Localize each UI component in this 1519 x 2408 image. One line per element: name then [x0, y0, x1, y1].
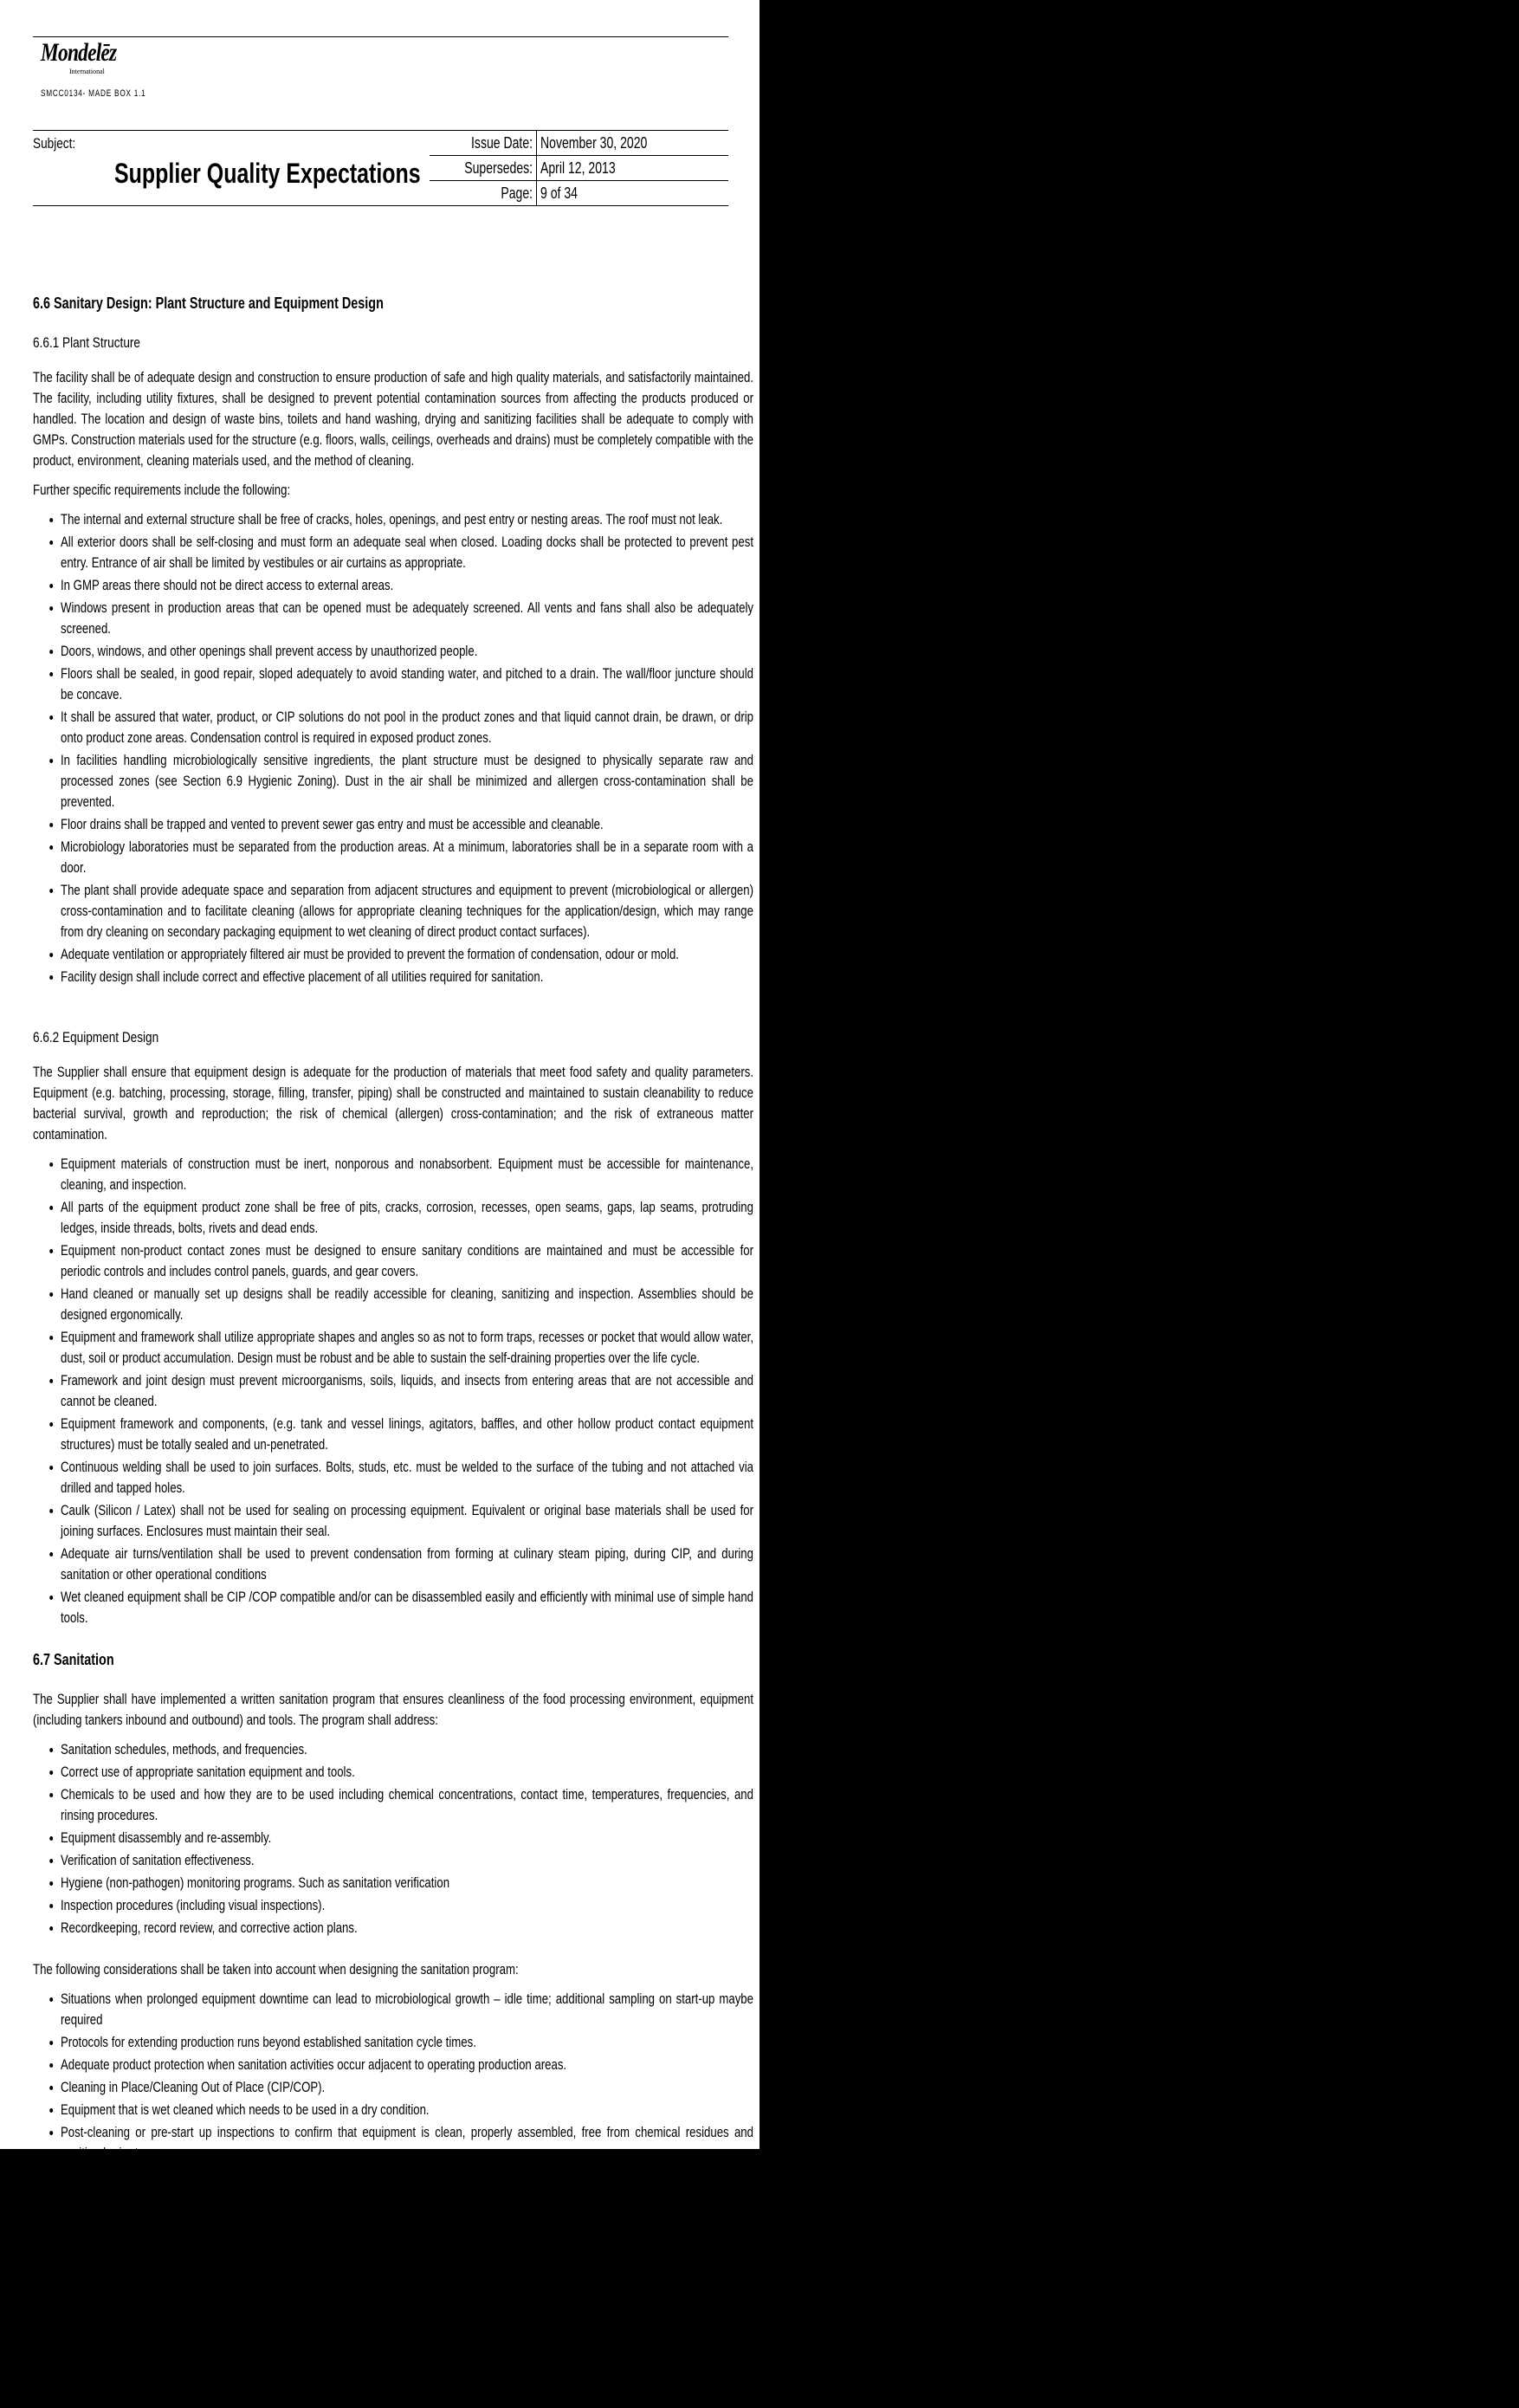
- document-number: SMCC0134- MADE BOX 1.1: [41, 88, 146, 99]
- document-body: [33, 293, 753, 2408]
- list-item: • Recordkeeping, record review, and corrective action plans.: [61, 1918, 753, 1939]
- list-item: • Wet cleaned equipment shall be CIP /COP compatible and/or can be disassembled easily and efficiently with minimal use of simple hand tools.: [61, 1587, 753, 1628]
- list-item: • Periodic cleaning of overhead structures, including scheduled frequencies and documentation.: [61, 2165, 753, 2186]
- list-item: • Hand cleaned or manually set up designs shall be readily accessible for cleaning, sanitizing and inspection. Assemblies should be designed ergonomically.: [61, 1284, 753, 1325]
- list-item: • Equipment non-product contact zones must be designed to ensure sanitary conditions are maintained and must be accessible for periodic controls and includes control panels, guards, and gear covers.: [61, 1240, 753, 1282]
- issue-date-label: Issue Date:: [470, 133, 533, 152]
- paragraph: The facility shall be of adequate design and construction to ensure production of safe and high quality materials, and satisfactorily maintained. The facility, including utility fixtures, shall be designed to prevent potential contamination sources from affecting the products produced or handled. The location and design of waste bins, toilets and hand washing, drying and sanitizing facilities shall be adequate to comply with GMPs. Construction materials used for the structure (e.g. floors, walls, ceilings, overheads and drains) must be completely compatible with the product, environment, cleaning materials used, and the method of cleaning.: [33, 370, 753, 469]
- company-logo: Mondelēz: [41, 38, 117, 67]
- page-label: Page:: [501, 184, 533, 202]
- list-item: • Situations when prolonged equipment downtime can lead to microbiological growth – idle time; additional sampling on start-up maybe required: [61, 1989, 753, 2030]
- list-item: • Sanitation schedules, methods, and frequencies.: [61, 1739, 753, 1760]
- paragraph: Proper tools and materials must be used to prevent extraneous matter, microbiological and/or chemical contamination of the product. Items that are known to be potential sources of contamination must be prohibited. Brushes and utensils for cleaning food contact surfaces shall be clearly identified (e.g., labeled and/or color coded) and stored separately from non-food contact tools. Floor drain cleaning brushes and equipment shall be clearly identified as such and maintained separately from other cleaning: [33, 2319, 753, 2397]
- list-item: • Verification of sanitation effectiveness.: [61, 1850, 753, 1871]
- section-heading-6-7: 6.7 Sanitation: [33, 1651, 114, 1668]
- section-heading-6-6-2: 6.6.2 Equipment Design: [33, 1029, 159, 1045]
- list-item: • Inspection procedures (including visual inspections).: [61, 1895, 753, 1916]
- supersedes-value: April 12, 2013: [540, 159, 616, 177]
- list-item: • Equipment that is wet cleaned which needs to be used in a dry condition.: [61, 2100, 753, 2120]
- list-item: • In GMP areas there should not be direct access to external areas.: [61, 575, 753, 596]
- list-item: • Adequate product protection when sanitation activities occur adjacent to operating production areas.: [61, 2055, 753, 2075]
- meta-row-page: [430, 181, 728, 206]
- list-item: • Adequate air turns/ventilation shall be used to prevent condensation from forming at culinary steam piping, during CIP, and during sanitation or other operational conditions: [61, 1544, 753, 1585]
- list-item: • The plant shall provide adequate space and separation from adjacent structures and equipment to prevent (microbiological or allergen) cross-contamination and to facilitate cleaning (allows for appropriate cleaning techniques for the application/design, which may range from dry cleaning on secondary packaging equipment to wet cleaning of direct product contact surfaces).: [61, 880, 753, 942]
- meta-row-supersedes: [430, 156, 728, 181]
- list-item: • All parts of the equipment product zone shall be free of pits, cracks, corrosion, recesses, open seams, gaps, lap seams, protruding ledges, inside threads, bolts, rivets and dead ends.: [61, 1197, 753, 1239]
- paragraph: The Supplier shall ensure that equipment design is adequate for the production of materials that meet food safety and quality parameters. Equipment (e.g. batching, processing, storage, filling, transfer, piping) shall be constructed and maintained to sustain cleanability to reduce bacterial survival, growth and reproduction; the risk of chemical (allergen) cross-contamination; and the risk of extraneous matter contamination.: [33, 1065, 753, 1143]
- paragraph: Further specific requirements include the following:: [33, 482, 291, 498]
- list-item: • It shall be assured that water, product, or CIP solutions do not pool in the product zones and that liquid cannot drain, be drawn, or drip onto product zone areas. Condensation control is required in exposed product zones.: [61, 707, 753, 748]
- list-item: • Doors, windows, and other openings shall prevent access by unauthorized people.: [61, 641, 753, 662]
- list-item: • Framework and joint design must prevent microorganisms, soils, liquids, and insects from entering areas that are not accessible and cannot be cleaned.: [61, 1370, 753, 1412]
- list-item: • Chemicals to be used and how they are to be used including chemical concentrations, contact time, temperatures, frequencies, and rinsing procedures.: [61, 1784, 753, 1826]
- list-item: • Cleaning in Place/Cleaning Out of Place (CIP/COP).: [61, 2077, 753, 2098]
- bullet-list-sanitation-considerations: [33, 1989, 753, 2295]
- list-item: • Equipment disassembly and re-assembly.: [61, 1828, 753, 1848]
- list-item: • Windows present in production areas that can be opened must be adequately screened. All vents and fans shall also be adequately screened.: [61, 598, 753, 639]
- page-value: 9 of 34: [540, 184, 578, 202]
- paragraph: The Supplier shall have implemented a written sanitation program that ensures cleanliness of the food processing environment, equipment (including tankers inbound and outbound) and tools. The program shall address:: [33, 1692, 753, 1728]
- document-title: Supplier Quality Expectations: [114, 158, 421, 189]
- list-item: • In facilities handling microbiologically sensitive ingredients, the plant structure must be designed to physically separate raw and processed zones (see Section 6.9 Hygienic Zoning). Dust in the air shall be minimized and allergen cross-contamination shall be prevented.: [61, 750, 753, 812]
- list-item: • Equipment and framework shall utilize appropriate shapes and angles so as not to form traps, recesses or pocket that would allow water, dust, soil or product accumulation. Design must be robust and be able to sustain the self-draining properties over the life cycle.: [61, 1327, 753, 1369]
- list-item: • Facility design shall include correct and effective placement of all utilities required for sanitation.: [61, 967, 753, 987]
- bullet-list-equipment-design: [33, 1154, 753, 1628]
- company-logo-subtitle: International: [69, 68, 105, 75]
- list-item: • Calibration of sanitation-related measurement devices (e.g., thermometers, gauges and meters).: [61, 2275, 753, 2295]
- header-bottom-rule: [33, 205, 728, 206]
- list-item: • Hygiene (non-pathogen) monitoring programs. Such as sanitation verification: [61, 1873, 753, 1893]
- list-item: • Floors shall be sealed, in good repair, sloped adequately to avoid standing water, and pitched to a drain. The wall/floor juncture should be concave.: [61, 663, 753, 705]
- list-item: • Continuous welding shall be used to join surfaces. Bolts, studs, etc. must be welded to the surface of the tubing and not attached via drilled and tapped holes.: [61, 1457, 753, 1499]
- list-item: • The internal and external structure shall be free of cracks, holes, openings, and pest entry or nesting areas. The roof must not leak.: [61, 509, 753, 530]
- bullet-list-plant-structure: [33, 509, 753, 987]
- list-item: • All exterior doors shall be self-closing and must form an adequate seal when closed. Loading docks shall be protected to prevent pest entry. Entrance of air shall be limited by vestibules or air curtains as appropriate.: [61, 532, 753, 573]
- section-heading-6-6-1: 6.6.1 Plant Structure: [33, 334, 140, 351]
- list-item: • Equipment materials of construction must be inert, nonporous and nonabsorbent. Equipment must be accessible for maintenance, cleaning, and inspection.: [61, 1154, 753, 1195]
- list-item: • Correct use of appropriate sanitation equipment and tools.: [61, 1762, 753, 1783]
- section-heading-6-6: 6.6 Sanitary Design: Plant Structure and Equipment Design: [33, 295, 384, 312]
- list-item: • Microbiology laboratories must be separated from the production areas. At a minimum, laboratories shall be in a separate room with a door.: [61, 837, 753, 878]
- list-item: • Protocols for extending production runs beyond established sanitation cycle times.: [61, 2032, 753, 2053]
- paragraph: The following considerations shall be taken into account when designing the sanitation program:: [33, 1962, 519, 1978]
- list-item: • Post-cleaning or pre-start up inspections to confirm that equipment is clean, properly assembled, free from chemical residues and sanitized prior to use.: [61, 2122, 753, 2164]
- supersedes-label: Supersedes:: [464, 159, 533, 177]
- bullet-list-sanitation-program: [33, 1739, 753, 1939]
- issue-date-value: November 30, 2020: [540, 133, 648, 152]
- top-rule: [33, 36, 728, 37]
- list-item: • Equipment framework and components, (e.g. tank and vessel linings, agitators, baffles, and other hollow product contact equipment structures) must be totally sealed and un-penetrated.: [61, 1414, 753, 1455]
- list-item: • Floor drains shall be trapped and vented to prevent sewer gas entry and must be accessible and cleanable.: [61, 814, 753, 835]
- document-meta-table: [430, 131, 728, 206]
- document-page: [0, 0, 760, 2397]
- list-item: • Use of cleaning and sanitizing products, which are suitable for the food industry.: [61, 2252, 753, 2273]
- list-item: • Caulk (Silicon / Latex) shall not be used for sealing on processing equipment. Equivalent or original base materials shall be used for joining surfaces. Enclosures must maintain their seal.: [61, 1500, 753, 1542]
- subject-label: Subject:: [33, 135, 76, 152]
- list-item: • Adequate ventilation or appropriately filtered air must be provided to prevent the formation of condensation, odour or mold.: [61, 944, 753, 965]
- meta-row-issue-date: [430, 131, 728, 156]
- list-item: • Floor drain sanitation, including a facility map with the exact location of each drain. High pressure hoses shall not be used, and cleaning of drains must not be performed during production or present a risk to product. The activity should be performed by a dedicated operator to prevent cross-contamination to other cleaning activities and equipment.: [61, 2188, 753, 2250]
